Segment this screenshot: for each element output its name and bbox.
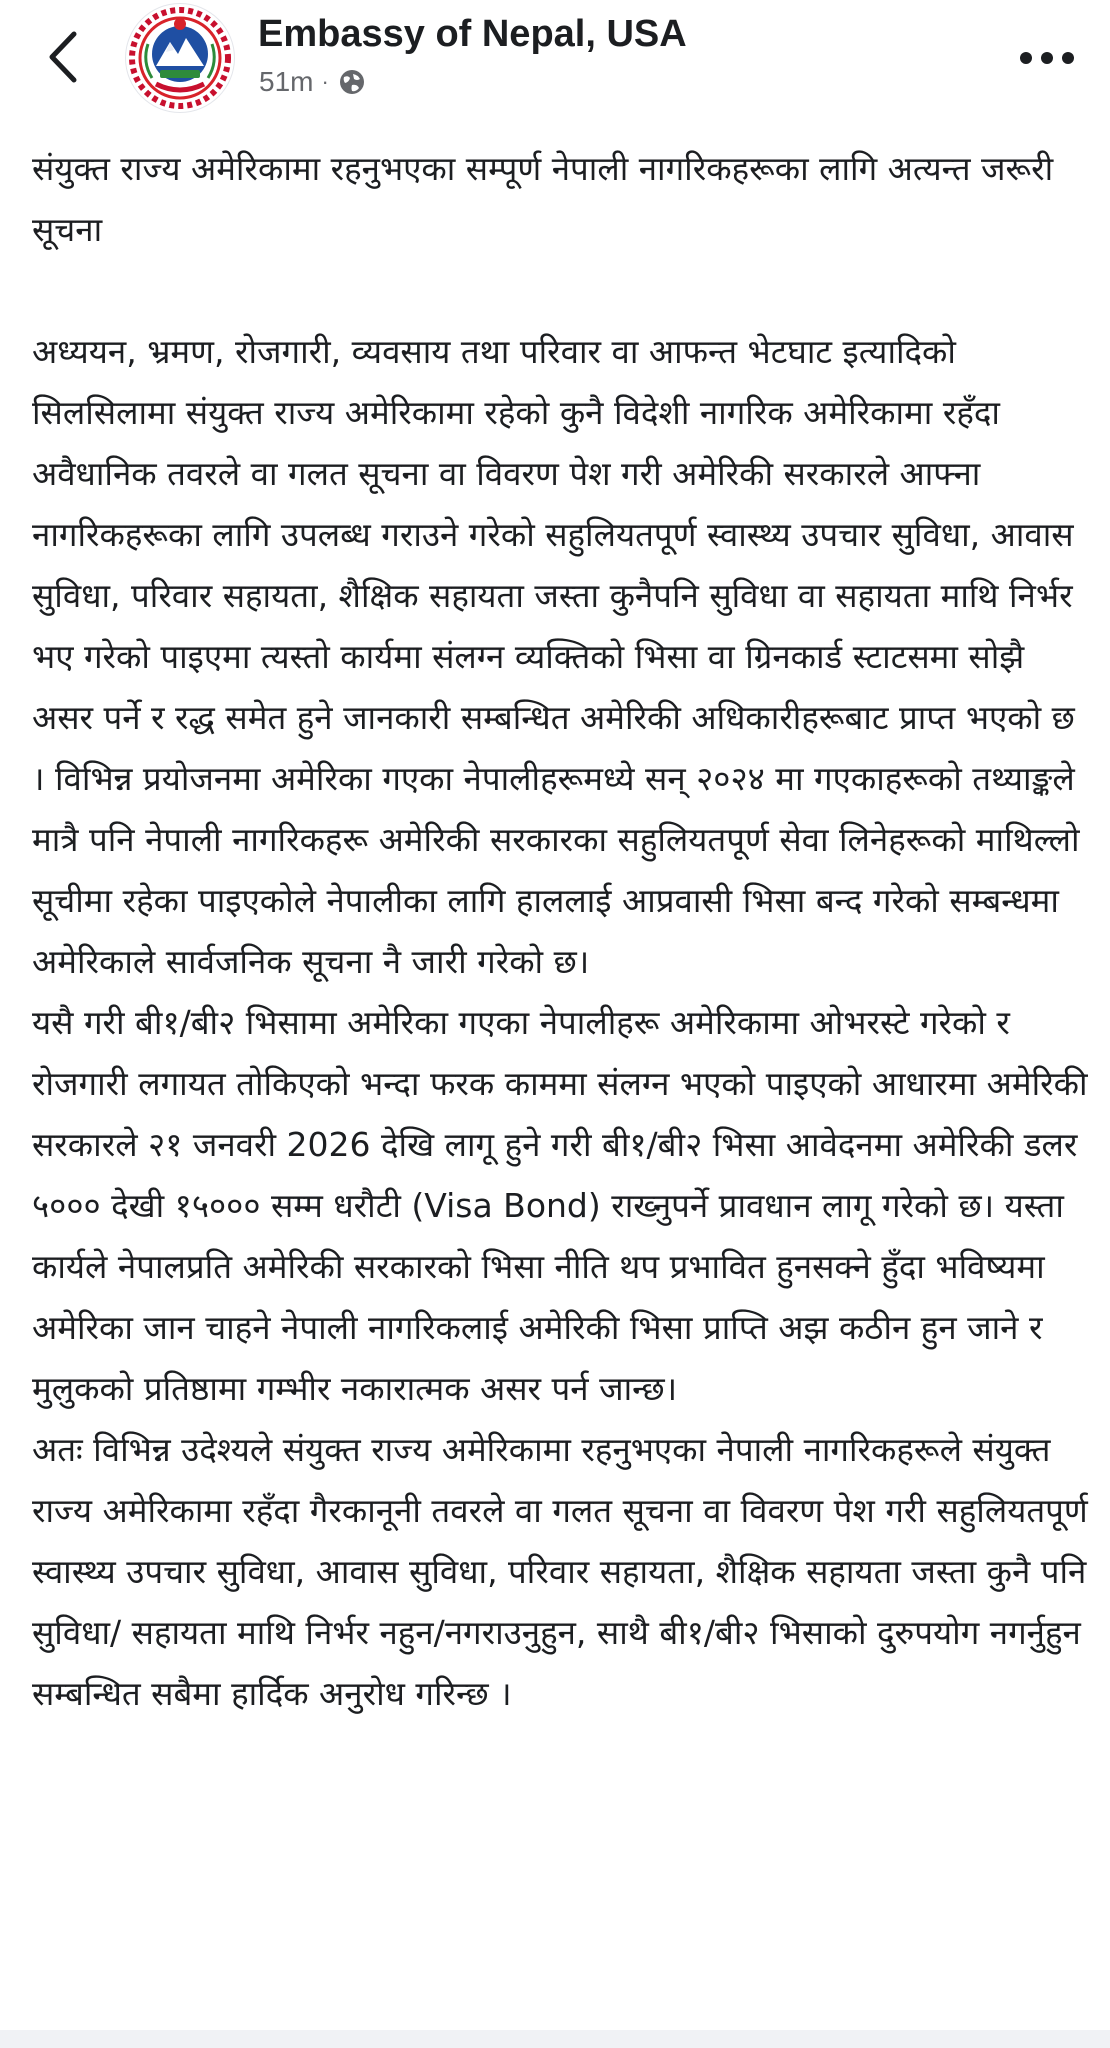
post-timestamp[interactable]: 51m (259, 66, 314, 97)
post-body (32, 138, 1092, 1724)
back-chevron-icon (46, 30, 80, 84)
post-header (0, 0, 1110, 110)
post-paragraph: अतः विभिन्न उदेश्यले संयुक्त राज्य अमेरिकामा रहनुभएका नेपाली नागरिकहरूले संयुक्त राज्य अमेरिकामा रहँदा गैरकानूनी तवरले वा गलत सूचना वा विवरण पेश गरी सहुलियतपूर्ण स्वास्थ्य उपचार सुविधा, आवास सुविधा, परिवार सहायता, शैक्षिक सहायता जस्ता कुनै पनि सुविधा/ सहायता माथि निर्भर नहुन/नगराउनुहुन, साथै बी१/बी२ भिसाको दुरुपयोग नगर्नुहुन सम्बन्धित सबैमा हार्दिक अनुरोध गरिन्छ । (32, 1430, 1088, 1713)
post-paragraph: यसै गरी बी१/बी२ भिसामा अमेरिका गएका नेपालीहरू अमेरिकामा ओभरस्टे गरेको र रोजगारी लगायत तोकिएको भन्दा फरक काममा संलग्न भएको पाइएको आधारमा अमेरिकी सरकारले २१ जनवरी 2026 देखि लागू हुने गरी बी१/बी२ भिसा आवेदनमा अमेरिकी डलर ५००० देखी १५००० सम्म धरौटी (Visa Bond) राख्नुपर्ने प्रावधान लागू गरेको छ। यस्ता कार्यले नेपालप्रति अमेरिकी सरकारको भिसा नीति थप प्रभावित हुनसक्ने हुँदा भविष्यमा अमेरिका जान चाहने नेपाली नागरिकलाई अमेरिकी भिसा प्राप्ति अझ कठीन हुन जाने र मुलुकको प्रतिष्ठामा गम्भीर नकारात्मक असर पर्न जान्छ। (32, 1003, 1088, 1408)
more-dots-icon (1019, 51, 1075, 65)
post-meta (259, 62, 367, 102)
post-paragraph: अध्ययन, भ्रमण, रोजगारी, व्यवसाय तथा परिवार वा आफन्त भेटघाट इत्यादिको सिलसिलामा संयुक्त राज्य अमेरिकामा रहेको कुनै विदेशी नागरिक अमेरिकामा रहँदा अवैधानिक तवरले वा गलत सूचना वा विवरण पेश गरी अमेरिकी सरकारले आफ्ना नागरिकहरूका लागि उपलब्ध गराउने गरेको सहुलियतपूर्ण स्वास्थ्य उपचार सुविधा, आवास सुविधा, परिवार सहायता, शैक्षिक सहायता जस्ता कुनैपनि सुविधा वा सहायता माथि निर्भर भए गरेको पाइएमा त्यस्तो कार्यमा संलग्न व्यक्तिको भिसा वा ग्रिनकार्ड स्टाटसमा सोझै असर पर्ने र रद्ध समेत हुने जानकारी सम्बन्धित अमेरिकी अधिकारीहरूबाट प्राप्त भएको छ । विभिन्न प्रयोजनमा अमेरिका गएका नेपालीहरूमध्ये सन् २०२४ मा गएकाहरूको तथ्याङ्कले मात्रै पनि नेपाली नागरिकहरू अमेरिकी सरकारका सहुलियतपूर्ण सेवा लिनेहरूको माथिल्लो सूचीमा रहेका पाइएकोले नेपालीका लागि हाललाई आप्रवासी भिसा बन्द गरेको सम्बन्धमा अमेरिकाले सार्वजनिक सूचना नै जारी गरेको छ। (32, 332, 1080, 981)
nepal-emblem-icon (126, 4, 234, 112)
meta-separator: · (321, 69, 329, 94)
more-options-button[interactable] (1012, 36, 1082, 80)
globe-icon (337, 67, 367, 97)
back-button[interactable] (38, 24, 88, 90)
page-avatar[interactable] (126, 4, 234, 112)
post-title: संयुक्त राज्य अमेरिकामा रहनुभएका सम्पूर्ण नेपाली नागरिकहरूका लागि अत्यन्त जरूरी सूचना (32, 149, 1054, 249)
page-name[interactable]: Embassy of Nepal, USA (258, 13, 687, 55)
feed-divider (0, 2030, 1110, 2048)
